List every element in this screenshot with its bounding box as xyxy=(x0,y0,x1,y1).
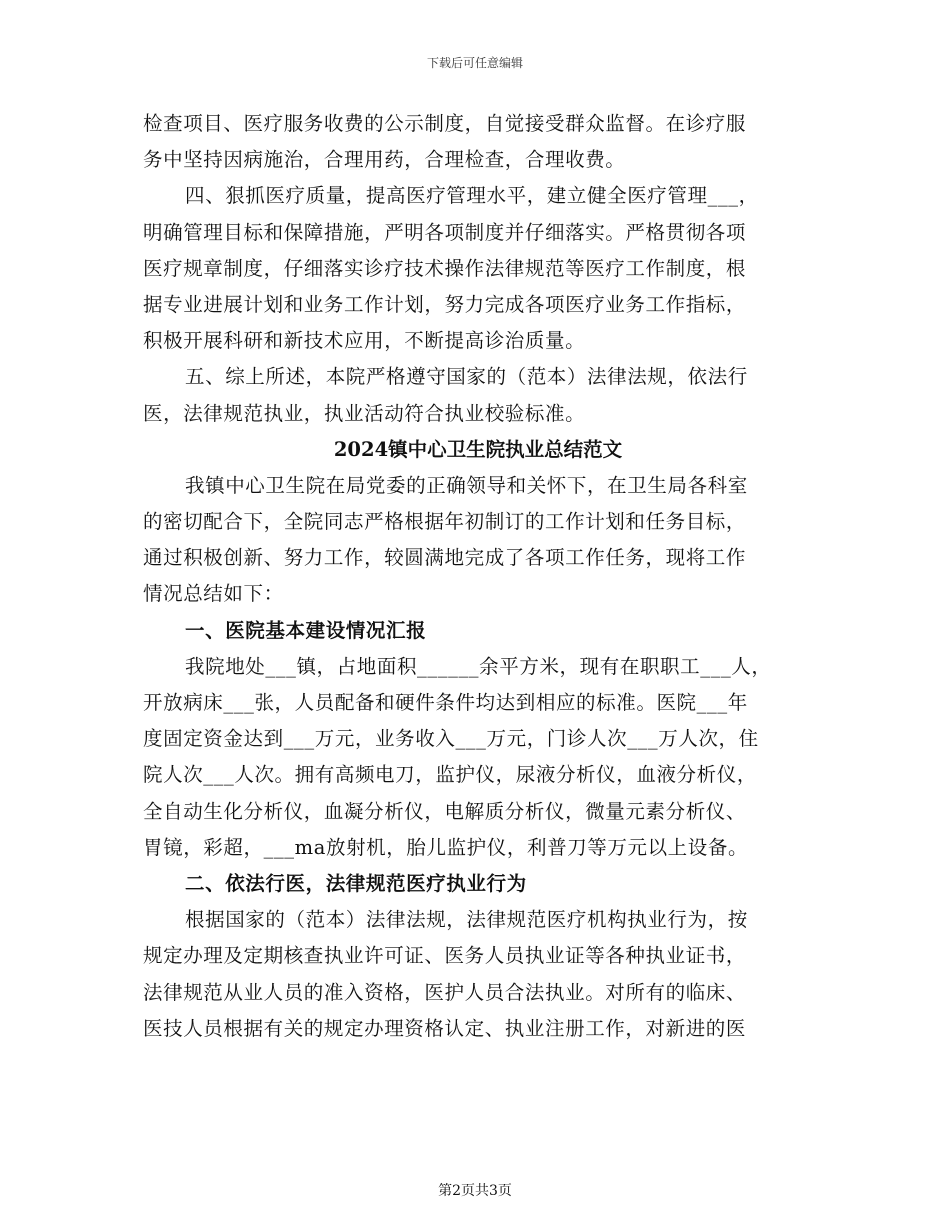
text-line: 情况总结如下： xyxy=(143,582,284,606)
text-line: 医疗规章制度，仔细落实诊疗技术操作法律规范等医疗工作制度，根 xyxy=(143,256,747,280)
text-line: 规定办理及定期核查执业许可证、医务人员执业证等各种执业证书， xyxy=(143,944,747,968)
text-line: 据专业进展计划和业务工作计划，努力完成各项医疗业务工作指标， xyxy=(143,292,747,316)
text-line: 我镇中心卫生院在局党委的正确领导和关怀下，在卫生局各科室 xyxy=(185,473,748,497)
text-line: 全自动生化分析仪，血凝分析仪，电解质分析仪，微量元素分析仪、 xyxy=(143,799,747,823)
text-line: 度固定资金达到___万元，业务收入___万元，门诊人次___万人次，住 xyxy=(143,727,759,751)
section-heading-1: 一、医院基本建设情况汇报 xyxy=(185,618,427,642)
text-line: 根据国家的（范本）法律法规，法律规范医疗机构执业行为，按 xyxy=(185,908,748,932)
text-line: 我院地处___镇，占地面积______余平方米，现有在职职工___人， xyxy=(185,654,772,678)
text-line: 五、综上所述，本院严格遵守国家的（范本）法律法规，依法行 xyxy=(185,365,748,389)
text-line: 四、狠抓医疗质量，提高医疗管理水平，建立健全医疗管理___， xyxy=(185,184,759,208)
text-line: 医，法律规范执业，执业活动符合执业校验标准。 xyxy=(143,401,586,425)
document-body xyxy=(143,106,813,1047)
document-title: 2024镇中心卫生院执业总结范文 xyxy=(333,437,623,461)
text-line: 积极开展科研和新技术应用，不断提高诊治质量。 xyxy=(143,329,586,353)
page-number: 第2页共3页 xyxy=(438,1183,512,1199)
section-heading-2: 二、依法行医，法律规范医疗执业行为 xyxy=(185,871,527,895)
text-line: 胃镜，彩超，___ma放射机，胎儿监护仪，利普刀等万元以上设备。 xyxy=(143,835,749,859)
text-line: 医技人员根据有关的规定办理资格认定、执业注册工作，对新进的医 xyxy=(143,1016,747,1040)
text-line: 务中坚持因病施治，合理用药，合理检查，合理收费。 xyxy=(143,148,626,172)
text-line: 院人次___人次。拥有高频电刀，监护仪，尿液分析仪，血液分析仪， xyxy=(143,763,757,787)
text-line: 明确管理目标和保障措施，严明各项制度并仔细落实。严格贯彻各项 xyxy=(143,220,747,244)
text-line: 通过积极创新、努力工作，较圆满地完成了各项工作任务，现将工作 xyxy=(143,546,747,570)
text-line: 检查项目、医疗服务收费的公示制度，自觉接受群众监督。在诊疗服 xyxy=(143,112,747,135)
text-line: 的密切配合下，全院同志严格根据年初制订的工作计划和任务目标， xyxy=(143,510,747,534)
header-note: 下载后可任意编辑 xyxy=(426,56,523,70)
text-line: 开放病床___张，人员配备和硬件条件均达到相应的标准。医院___年 xyxy=(143,691,748,714)
text-line: 法律规范从业人员的准入资格，医护人员合法执业。对所有的临床、 xyxy=(143,980,747,1004)
